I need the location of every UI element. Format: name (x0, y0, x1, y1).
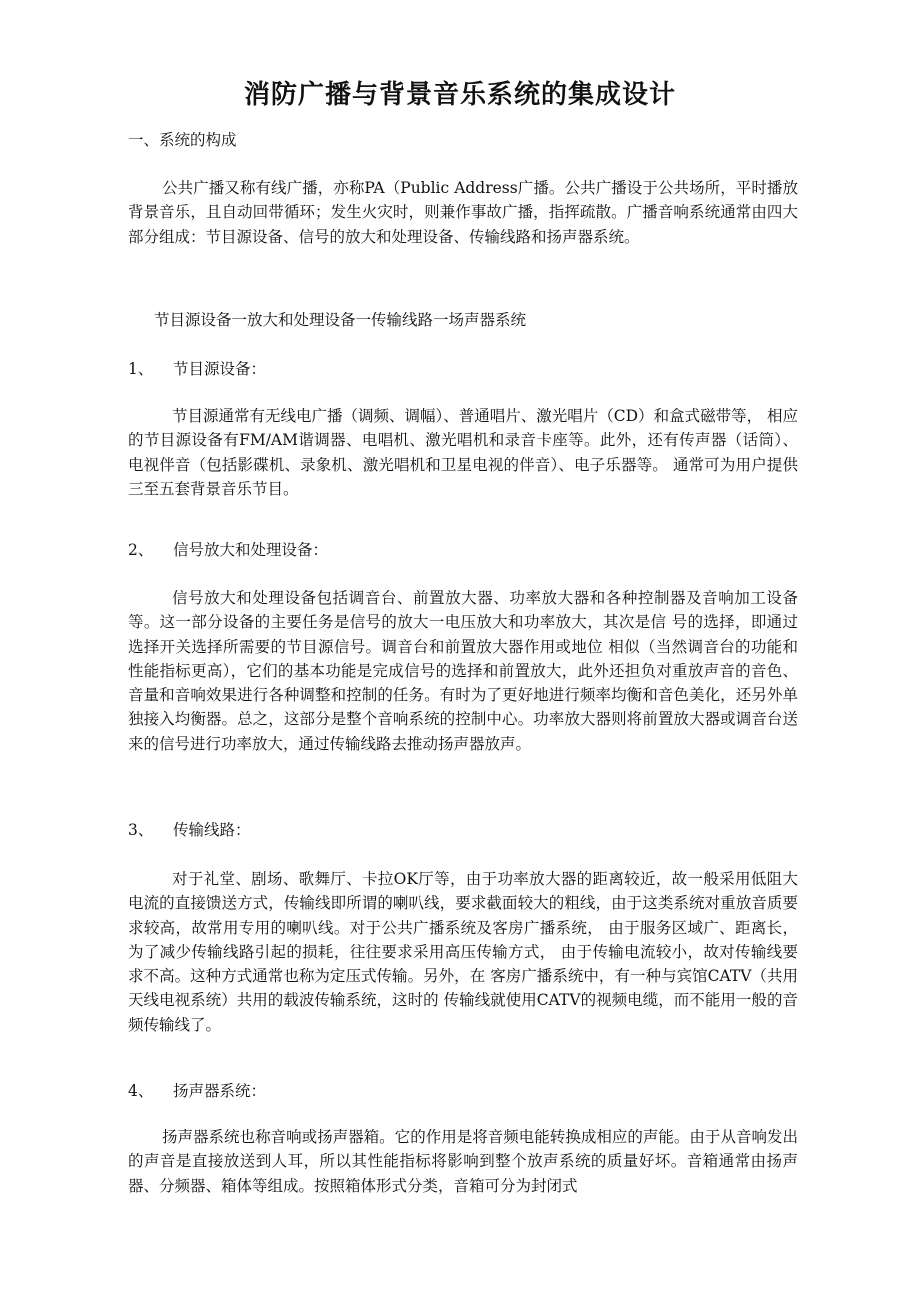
intro-paragraph: 公共广播又称有线广播，亦称PA（Public Address广播。公共广播设于公共场所，平时播放背景音乐，且自动回带循环；发生火灾时，则兼作事故广播，指挥疏散。广播音响系统通常由四大部分组成：节目源设备、信号的放大和处理设备、传输线路和扬声器系统。 (128, 179, 798, 246)
subsection-title: 信号放大和处理设备： (172, 541, 328, 559)
subsection-body: 对于礼堂、剧场、歌舞厅、卡拉OK厅等，由于功率放大器的距离较近，故一般采用低阻大电流的直接馈送方式，传输线即所谓的喇叭线，要求截面较大的粗线，由于这类系统对重放音质要求较高，故常用专用的喇叭线。对于公共广播系统及客房广播系统， 由于服务区域广、距离长，为了减少传输线路引起的损耗，往往要求采用高压传输方式， 由于传输电流较小，故对传输线要求不高。这种方式通常也称为定压式传输。另外，在 客房广播系统中，有一种与宾馆CATV（共用天线电视系统）共用的载波传输系统，这时的 传输线就使用CATV的视频电缆，而不能用一般的音频传输线了。 (128, 870, 798, 1034)
document-title: 消防广播与背景音乐系统的集成设计 (243, 80, 676, 110)
signal-chain-line: 节目源设备一放大和处理设备一传输线路一场声器系统 (154, 311, 527, 329)
subsection-body: 信号放大和处理设备包括调音台、前置放大器、功率放大器和各种控制器及音响加工设备等。这一部分设备的主要任务是信号的放大一电压放大和功率放大，其次是信 号的选择，即通过选择开关选择所需要的节目源信号。调音台和前置放大器作用或地位 相似（当然调音台的功能和性能指标更高），它们的基本功能是完成信号的选择和前置放大，此外还担负对重放声音的音色、音量和音响效果进行各种调整和控制的任务。有时为了更好地进行频率均衡和音色美化，还另外单独接入均衡器。总之，这部分是整个音响系统的控制中心。功率放大器则将前置放大器或调音台送来的信号进行功率放大，通过传输线路去推动扬声器放声。 (128, 589, 798, 753)
subsection-body: 扬声器系统也称音响或扬声器箱。它的作用是将音频电能转换成相应的声能。由于从音响发出的声音是直接放送到人耳，所以其性能指标将影响到整个放声系统的质量好坏。音箱通常由扬声器、分频器、箱体等组成。按照箱体形式分类，音箱可分为封闭式 (128, 1128, 798, 1195)
subsection-body: 节目源通常有无线电广播（调频、调幅）、普通唱片、激光唱片（CD）和盒式磁带等， 相应的节目源设备有FM/AM谐调器、电唱机、激光唱机和录音卡座等。此外，还有传声器（话筒）、电视伴音（包括影碟机、录象机、激光唱机和卫星电视的伴音）、电子乐器等。 通常可为用户提供三至五套背景音乐节目。 (128, 407, 798, 498)
subsection-number: 1、 (128, 360, 154, 378)
subsection-heading (128, 1081, 266, 1101)
subsection-heading (128, 540, 328, 560)
subsection-heading (128, 820, 250, 840)
subsection-title: 传输线路： (172, 821, 251, 839)
subsection-heading (128, 359, 266, 379)
subsection-number: 3、 (128, 821, 154, 839)
subsection-number: 2、 (128, 541, 154, 559)
subsection-number: 4、 (128, 1082, 154, 1100)
section-heading: 一、系统的构成 (128, 131, 237, 149)
subsection-title: 扬声器系统： (172, 1082, 266, 1100)
subsection-title: 节目源设备： (172, 360, 266, 378)
